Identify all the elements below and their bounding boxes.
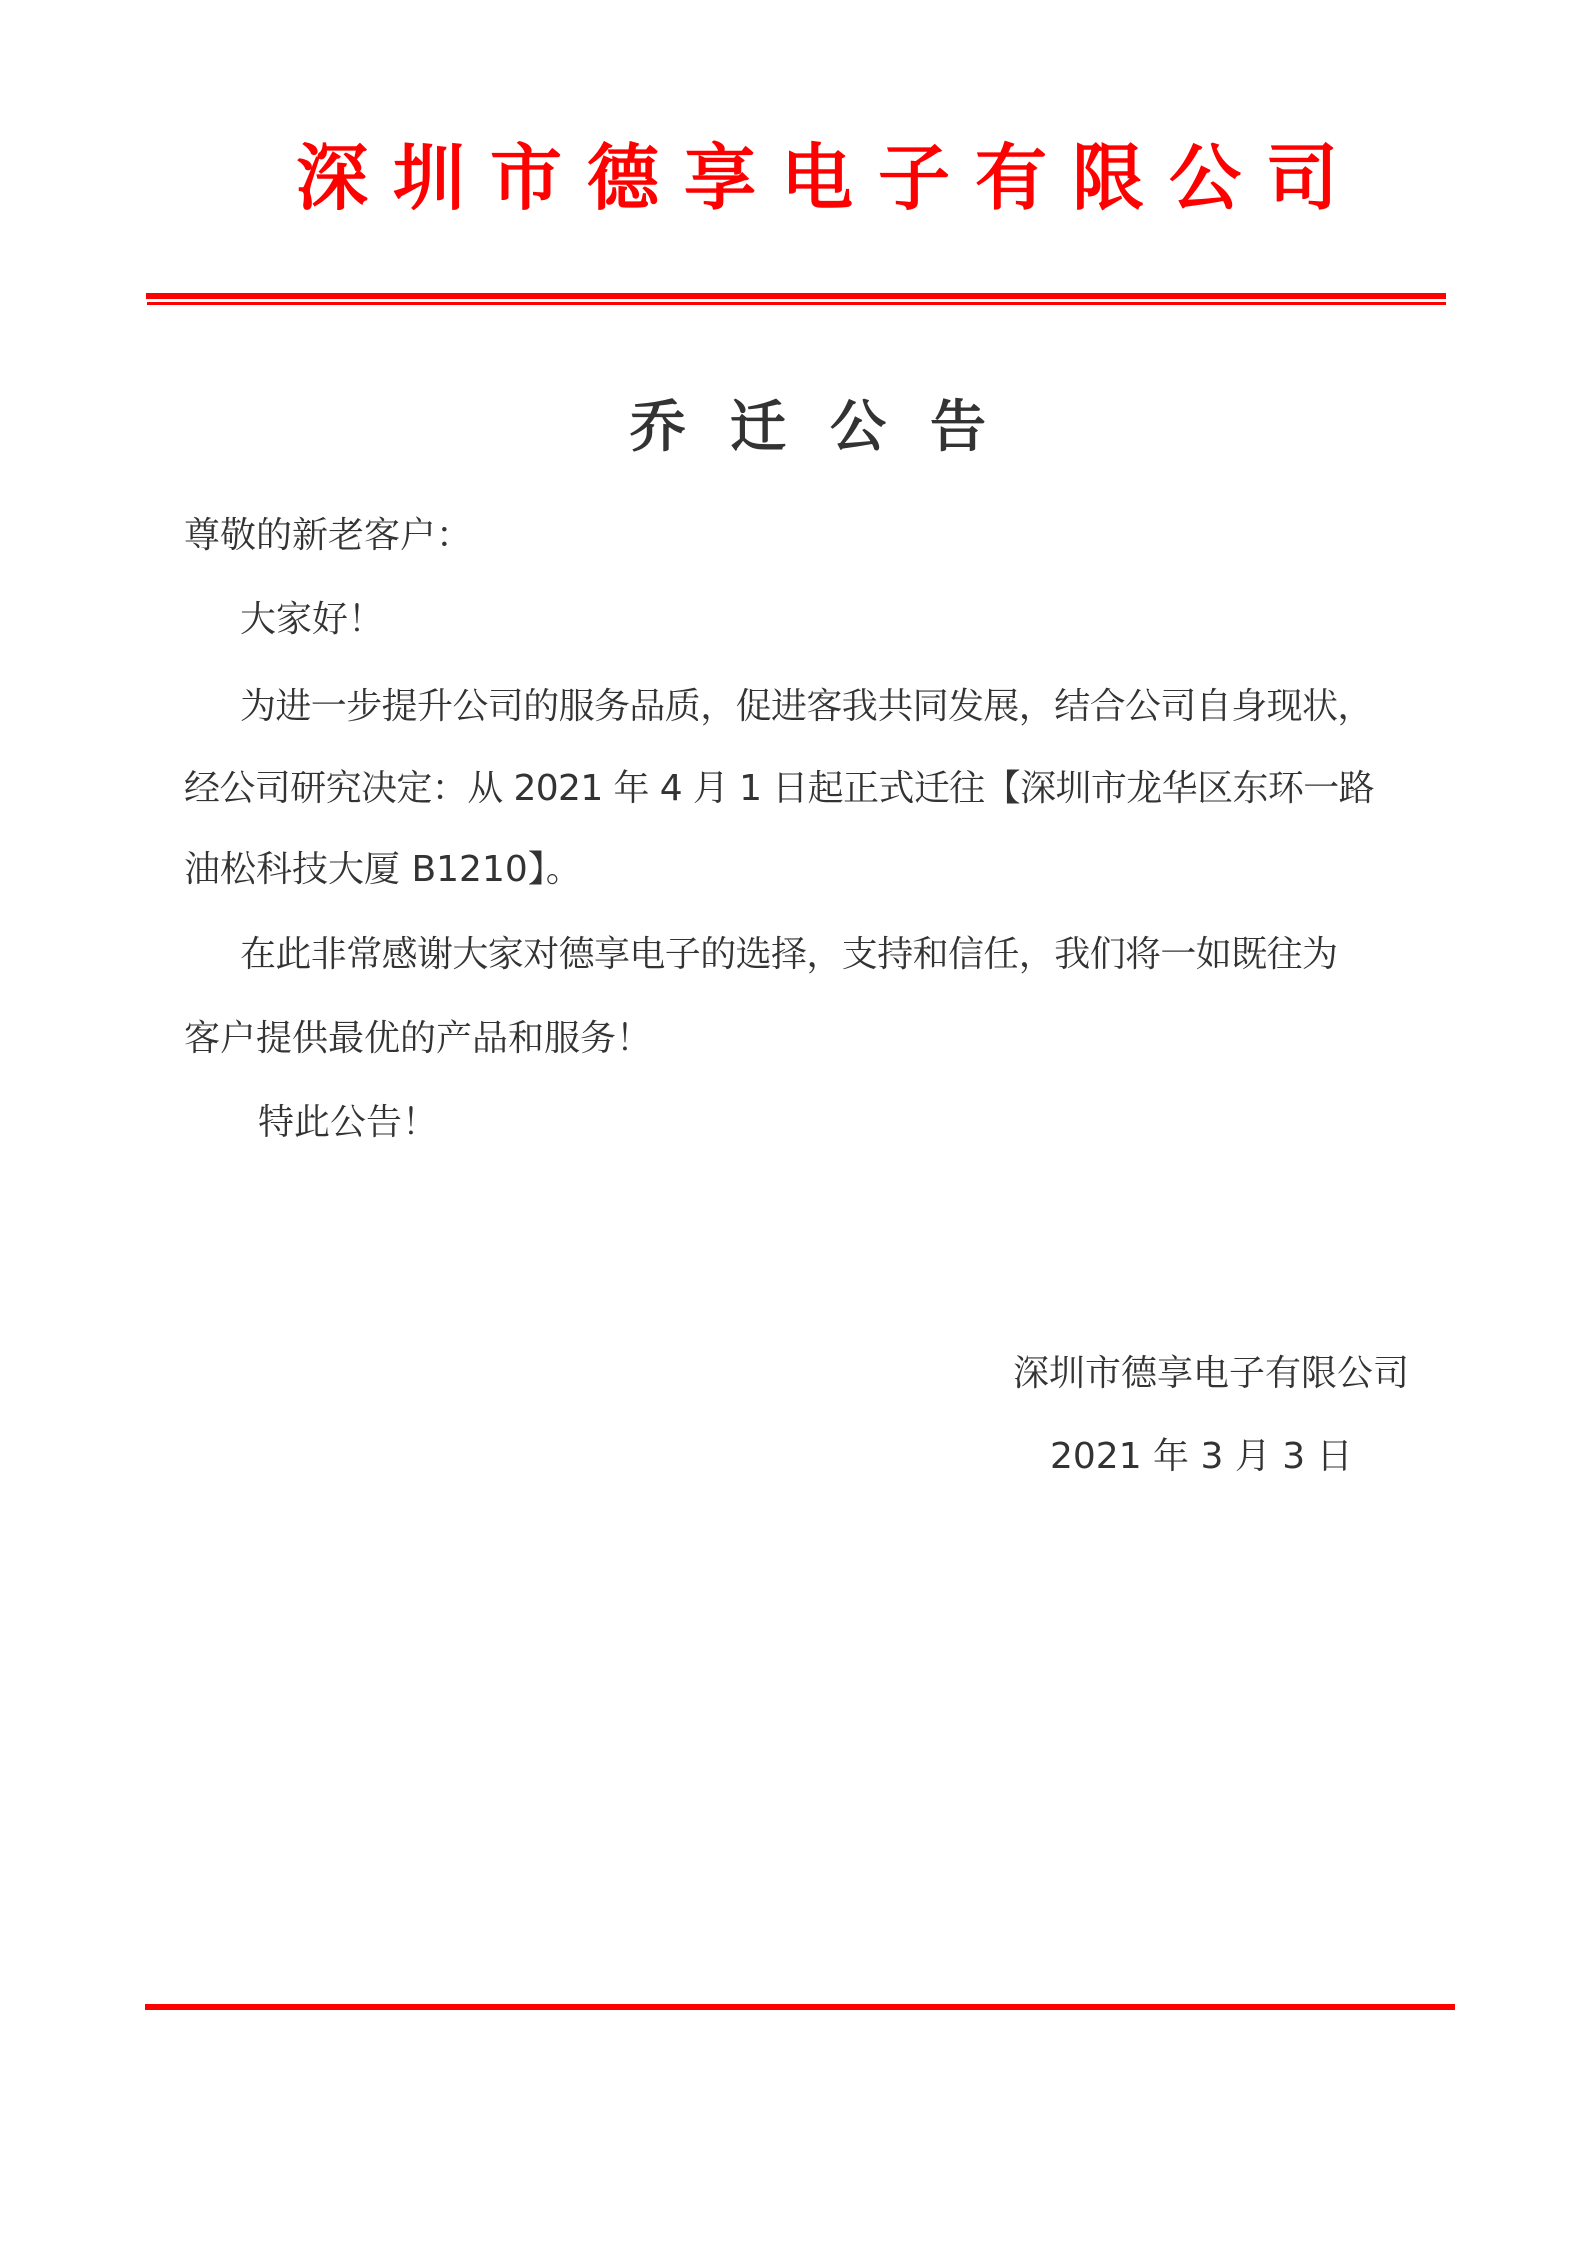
paragraph2-line1: 在此非常感谢大家对德享电子的选择，支持和信任，我们将一如既往为 bbox=[240, 934, 1338, 975]
company-name-header: 深圳市德享电子有限公司 bbox=[296, 136, 1364, 220]
paragraph1-line2: 经公司研究决定：从 2021 年 4 月 1 日起正式迁往【深圳市龙华区东环一路 bbox=[184, 768, 1375, 809]
paragraph2-line2: 客户提供最优的产品和服务！ bbox=[184, 1018, 653, 1059]
signature-date: 2021 年 3 月 3 日 bbox=[1050, 1436, 1353, 1477]
salutation: 尊敬的新老客户： bbox=[184, 515, 473, 556]
header-divider-thick bbox=[146, 293, 1446, 299]
paragraph1-line3: 油松科技大厦 B1210】。 bbox=[184, 849, 582, 890]
footer-divider bbox=[145, 2004, 1455, 2010]
closing-remark: 特此公告！ bbox=[258, 1102, 439, 1143]
paragraph1-line1: 为进一步提升公司的服务品质，促进客我共同发展，结合公司自身现状， bbox=[240, 686, 1373, 727]
notice-title: 乔迁公告 bbox=[630, 395, 1030, 460]
greeting: 大家好！ bbox=[240, 599, 385, 640]
signature-company: 深圳市德享电子有限公司 bbox=[1012, 1353, 1409, 1394]
header-divider-thin bbox=[147, 302, 1446, 305]
